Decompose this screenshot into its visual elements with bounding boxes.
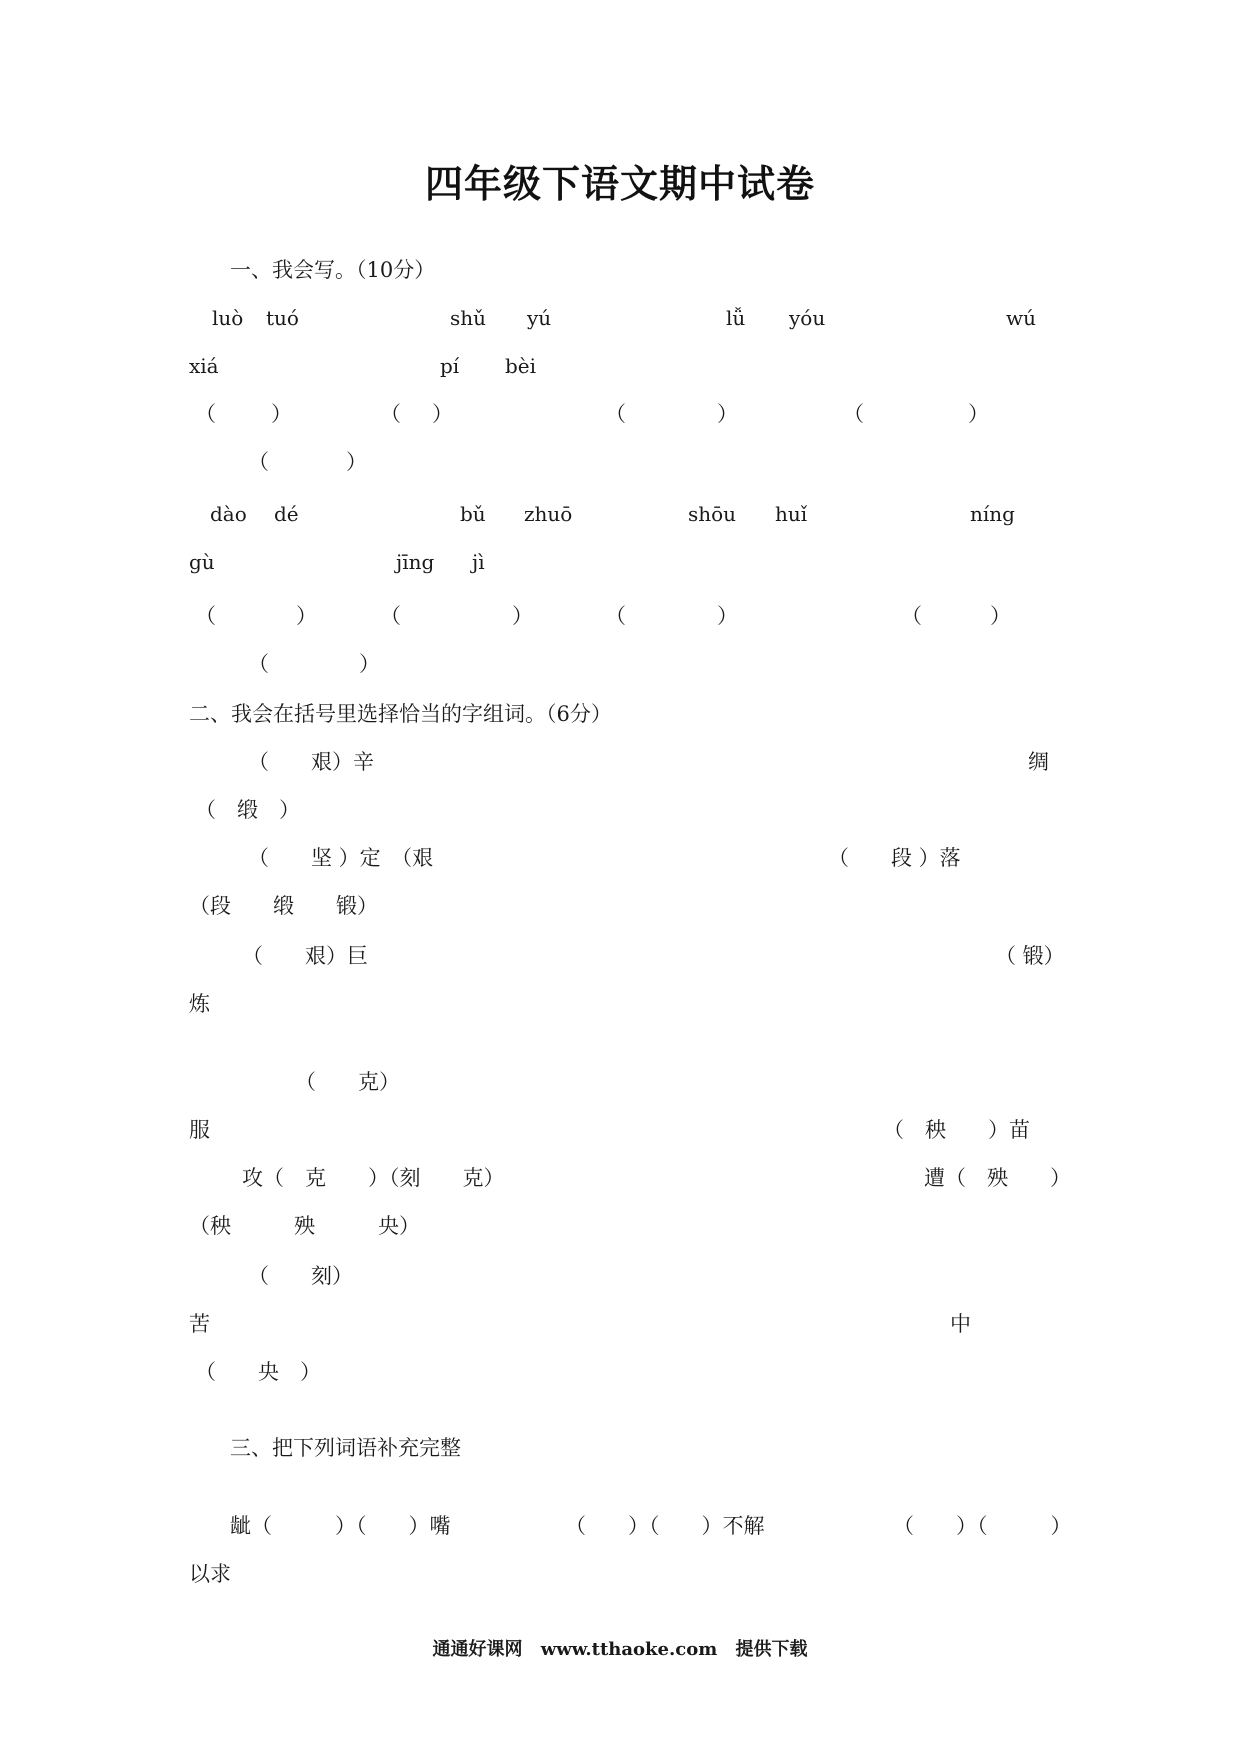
word-choice-item[interactable]: （ 段 ）落 [828,846,961,870]
answer-bracket[interactable]: ） [346,450,367,474]
idiom-item[interactable]: （ ）（ ）不解 [565,1514,765,1538]
pinyin-item: bǔ [460,502,486,526]
pinyin-item: wú [1006,306,1036,330]
pinyin-item: shōu [688,502,737,526]
answer-bracket[interactable]: （ [380,402,401,426]
pinyin-item: shǔ [450,306,487,330]
pinyin-item: dào [210,502,247,526]
pinyin-item: jīng [396,550,435,574]
word-choice-item[interactable]: 遭（ 殃 ） [924,1166,1071,1190]
answer-bracket[interactable]: ） [271,402,292,426]
answer-bracket[interactable]: ） [296,604,317,628]
pinyin-item: yóu [789,306,826,330]
word-choice-item[interactable]: （ 秧 ）苗 [883,1118,1030,1142]
answer-bracket[interactable]: （ [843,402,864,426]
answer-bracket[interactable]: （ [605,604,626,628]
footer-url[interactable]: www.tthaoke.com [540,1639,718,1660]
answer-bracket[interactable]: ） [512,604,533,628]
footer-site: 通通好课网 [432,1639,523,1660]
pinyin-item: gù [189,550,215,574]
pinyin-item: jì [472,550,485,574]
answer-bracket[interactable]: ） [717,604,738,628]
pinyin-item: xiá [189,354,219,378]
answer-bracket[interactable]: ） [432,402,453,426]
answer-bracket[interactable]: ） [359,652,380,676]
word-choice-item: 绸 [1028,750,1049,774]
section2-heading: 二、我会在括号里选择恰当的字组词。（6分） [189,702,612,726]
pinyin-item: luò [212,306,244,330]
word-choice-item[interactable]: （ 刻） [248,1264,353,1288]
word-choice-item[interactable]: 攻（ 克 ）（刻 克） [242,1166,505,1190]
idiom-item[interactable]: （ ）（ ） [893,1514,1072,1538]
word-choice-item[interactable]: （ 锻） [995,944,1065,968]
answer-bracket[interactable]: （ [248,450,269,474]
word-choice-item[interactable]: （ 缎 ） [195,798,300,822]
pinyin-item: lǚ [726,306,746,330]
choice-options: （秧 殃 央） [189,1214,420,1238]
pinyin-item: zhuō [524,502,573,526]
word-choice-item[interactable]: （ 克） [295,1070,400,1094]
word-choice-item[interactable]: （ 艰）辛 [248,750,374,774]
answer-bracket[interactable]: ） [717,402,738,426]
page-title: 四年级下语文期中试卷 [424,161,815,206]
word-choice-item[interactable]: （ 坚 ）定 （艰 [248,846,434,870]
pinyin-item: huǐ [775,502,808,526]
pinyin-item: tuó [266,306,299,330]
word-choice-item[interactable]: （ 艰）巨 [242,944,368,968]
choice-options: （段 缎 锻） [189,894,378,918]
word-choice-item: 中 [950,1312,971,1336]
answer-bracket[interactable]: （ [901,604,922,628]
idiom-item[interactable]: 龇（ ）（ ）嘴 [230,1514,451,1538]
word-choice-item: 苦 [189,1312,210,1336]
answer-bracket[interactable]: （ [195,402,216,426]
pinyin-item: pí [440,354,460,378]
answer-bracket[interactable]: （ [605,402,626,426]
answer-bracket[interactable]: （ [380,604,401,628]
answer-bracket[interactable]: ） [990,604,1011,628]
section1-heading: 一、我会写。（10分） [230,258,436,282]
pinyin-item: bèi [505,354,537,378]
answer-bracket[interactable]: （ [248,652,269,676]
footer-action: 提供下载 [735,1639,808,1660]
pinyin-item: dé [274,502,299,526]
pinyin-item: yú [527,306,552,330]
section3-heading: 三、把下列词语补充完整 [230,1436,461,1460]
pinyin-item: níng [970,502,1015,526]
idiom-item: 以求 [189,1562,231,1586]
word-choice-item: 服 [189,1118,210,1142]
answer-bracket[interactable]: （ [195,604,216,628]
word-choice-item[interactable]: （ 央 ） [195,1360,321,1384]
word-choice-item: 炼 [189,992,210,1016]
answer-bracket[interactable]: ） [968,402,989,426]
page-footer [0,1638,1240,1662]
